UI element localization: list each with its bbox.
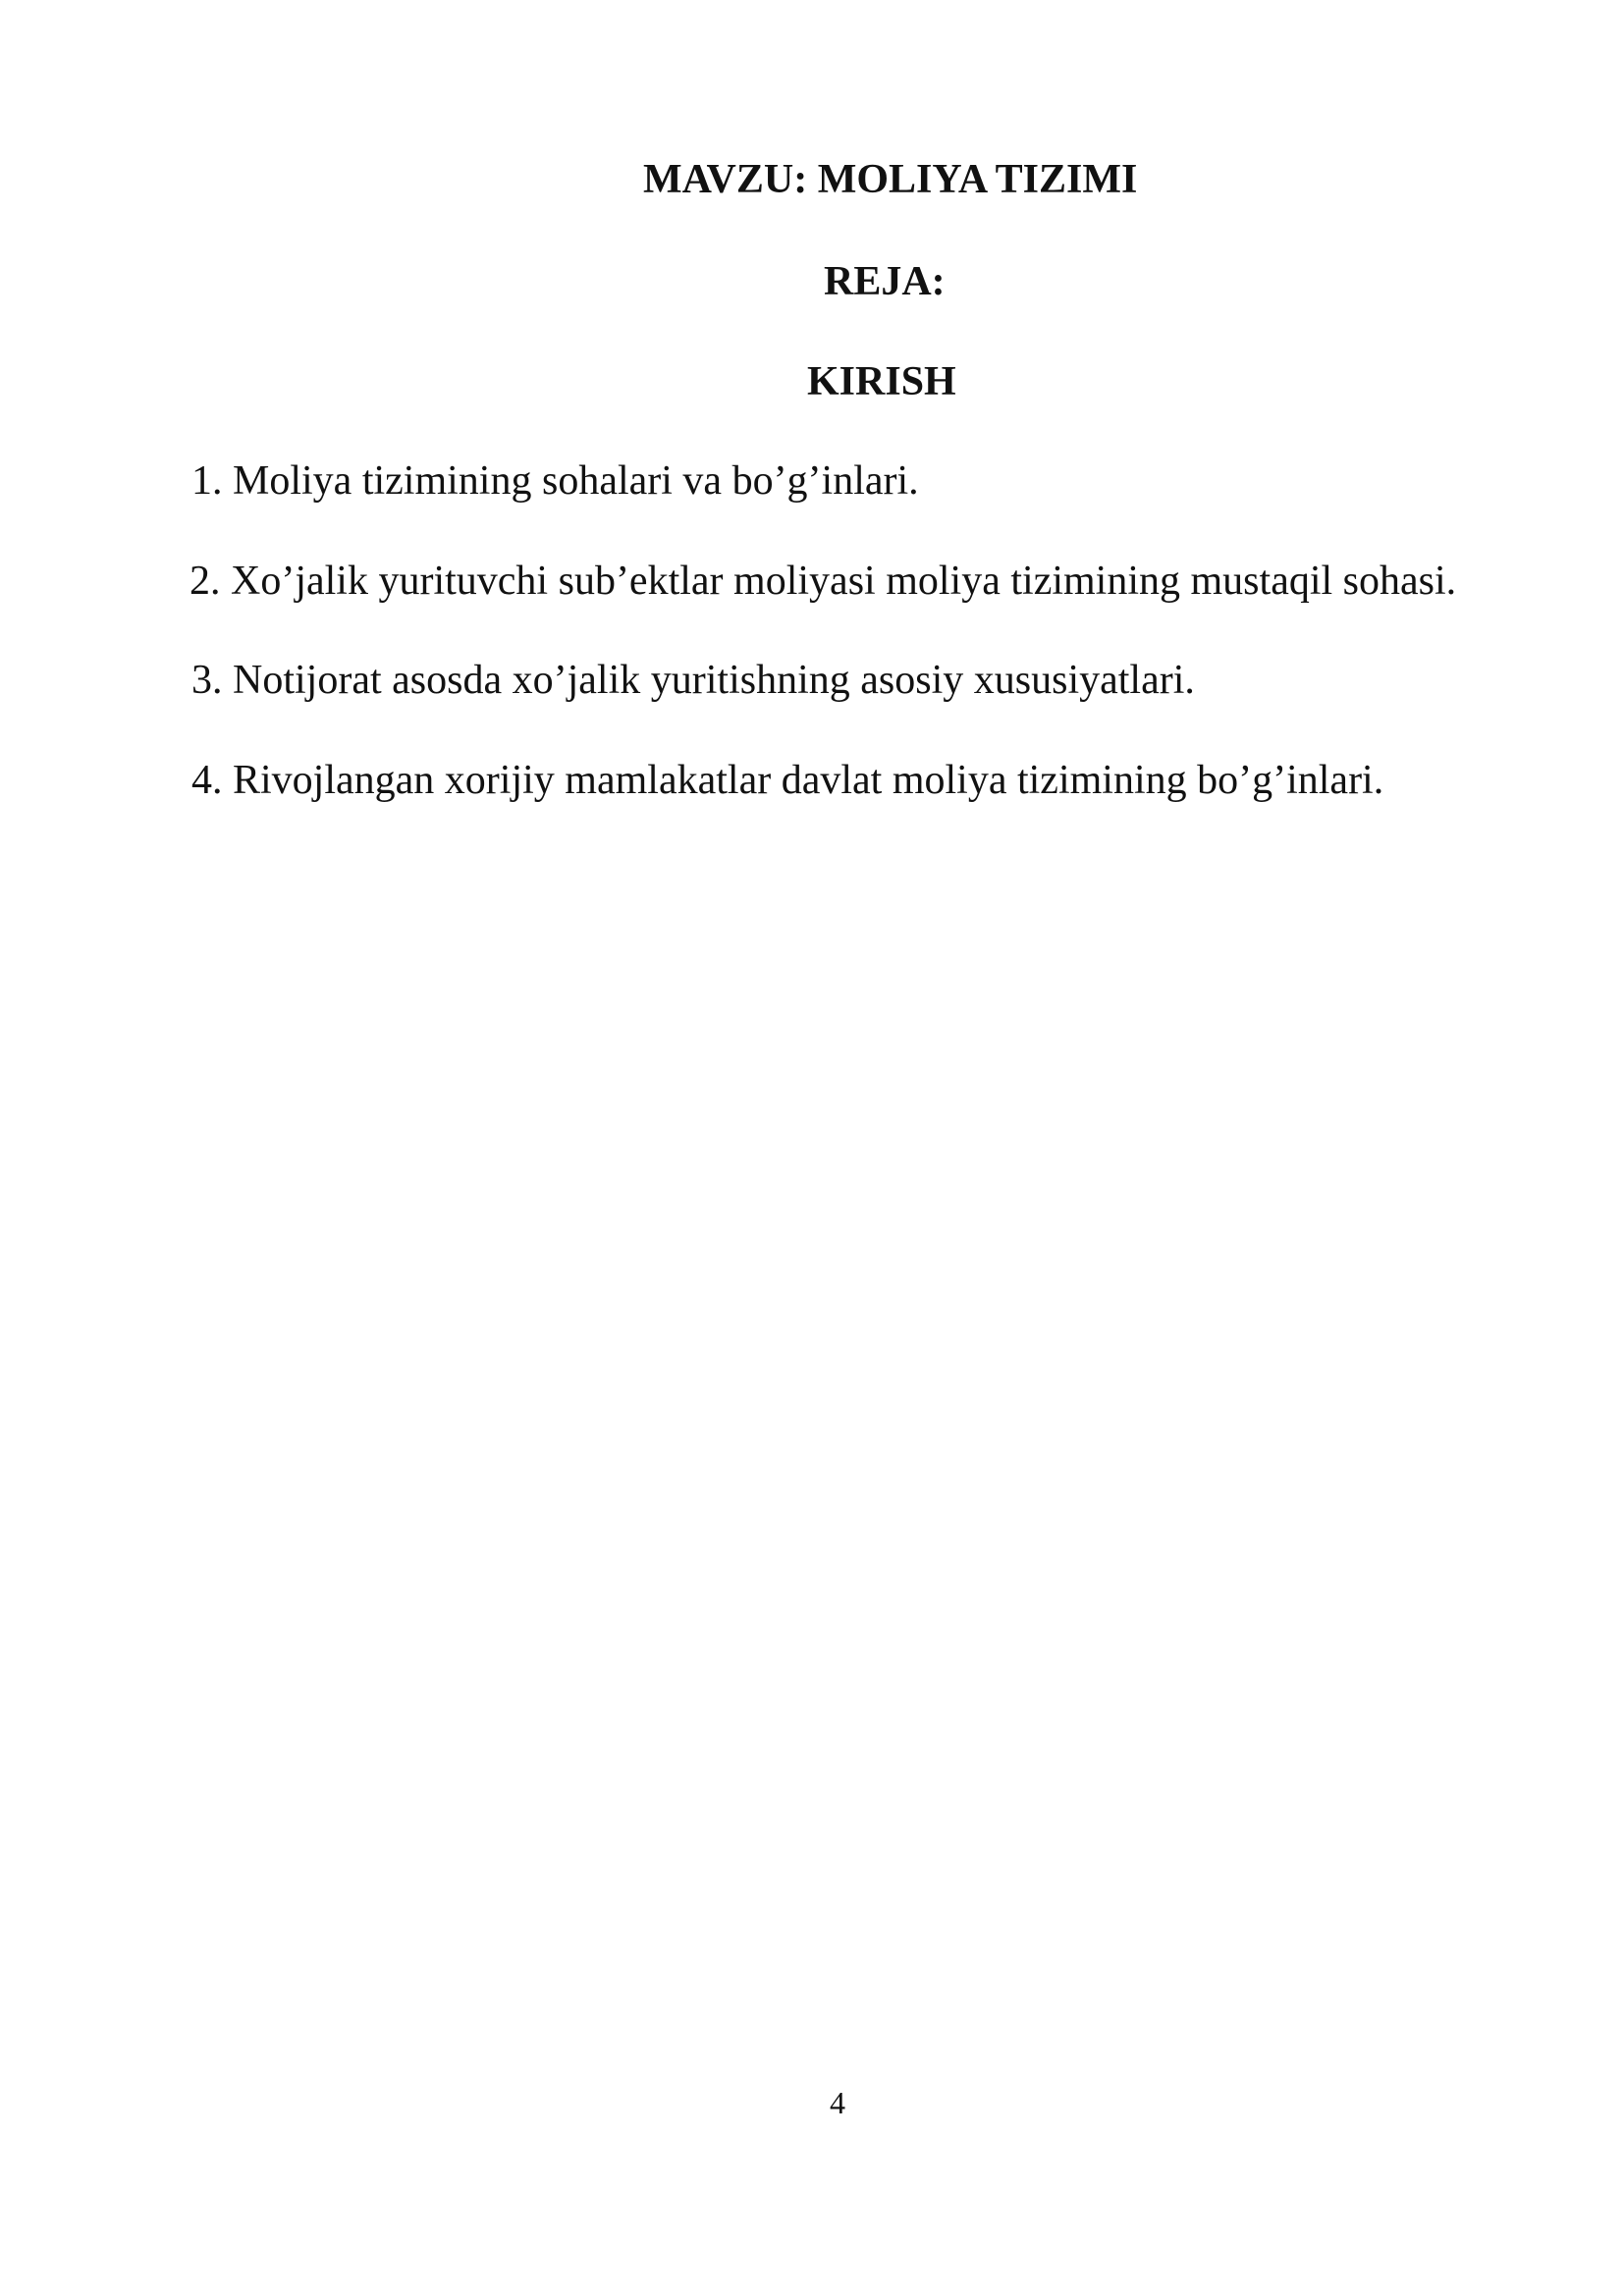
page-number: 4	[830, 2085, 845, 2120]
plan-item: 1. Moliya tizimining sohalari va bo’g’inlari.	[191, 458, 919, 504]
plan-heading: REJA:	[824, 259, 946, 304]
plan-item: 4. Rivojlangan xorijiy mamlakatlar davlat moliya tizimining bo’g’inlari.	[191, 758, 1384, 803]
intro-heading: KIRISH	[807, 359, 956, 404]
page-title: MAVZU: MOLIYA TIZIMI	[643, 157, 1138, 202]
plan-item: 2. Xo’jalik yurituvchi sub’ektlar moliyasi moliya tizimining mustaqil sohasi.	[189, 559, 1457, 604]
plan-item: 3. Notijorat asosda xo’jalik yuritishning asosiy xususiyatlari.	[191, 658, 1195, 703]
